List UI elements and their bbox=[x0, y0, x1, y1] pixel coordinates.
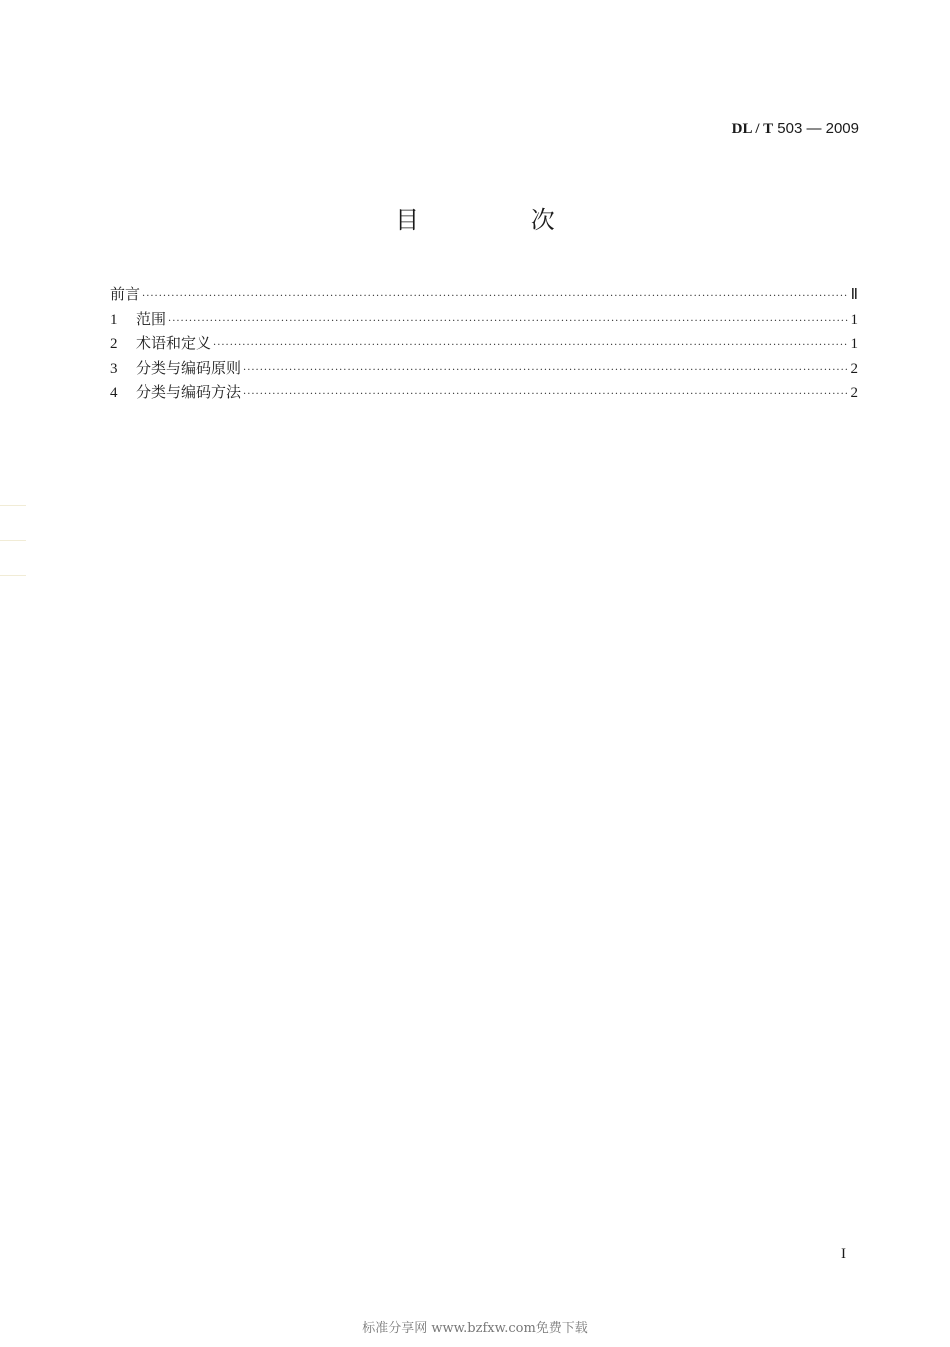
toc-entry-page: 2 bbox=[850, 385, 858, 401]
toc-entry-page: Ⅱ bbox=[850, 287, 858, 303]
standard-code bbox=[732, 120, 859, 138]
toc-entry-number: 3 bbox=[110, 360, 118, 377]
toc-entry-label: 术语和定义 bbox=[136, 334, 212, 352]
table-of-contents bbox=[110, 283, 858, 406]
toc-entry-label: 前言 bbox=[110, 285, 141, 303]
toc-entry-page: 1 bbox=[850, 311, 858, 328]
toc-entry-label: 分类与编码原则 bbox=[136, 358, 242, 377]
toc-entry-foreword[interactable] bbox=[110, 283, 858, 308]
toc-entry-scope[interactable] bbox=[110, 308, 858, 333]
watermark-footer: 标准分享网 www.bzfxw.com免费下载 bbox=[362, 1321, 588, 1336]
page-number: I bbox=[841, 1246, 846, 1262]
scan-edge-mark bbox=[0, 540, 26, 541]
dot-leader bbox=[168, 316, 848, 327]
toc-entry-principles[interactable] bbox=[110, 357, 858, 382]
scan-edge-mark bbox=[0, 575, 26, 576]
toc-entry-page: 1 bbox=[850, 336, 858, 352]
dot-leader bbox=[142, 291, 849, 302]
dot-leader bbox=[243, 365, 848, 376]
toc-entry-terms[interactable] bbox=[110, 332, 858, 357]
standard-prefix: DL / T bbox=[731, 121, 774, 137]
toc-entry-page: 2 bbox=[850, 360, 858, 377]
toc-entry-label: 分类与编码方法 bbox=[136, 383, 242, 401]
page-title: 目 次 bbox=[395, 206, 607, 234]
dot-leader bbox=[243, 389, 848, 400]
toc-entry-number: 2 bbox=[110, 336, 118, 352]
dot-leader bbox=[213, 340, 848, 351]
toc-entry-number: 1 bbox=[110, 311, 118, 328]
toc-entry-label: 范围 bbox=[136, 309, 167, 328]
scan-edge-mark bbox=[0, 505, 26, 506]
toc-entry-number: 4 bbox=[110, 385, 118, 401]
toc-entry-methods[interactable] bbox=[110, 381, 858, 406]
standard-number: 503 — 2009 bbox=[777, 120, 859, 137]
